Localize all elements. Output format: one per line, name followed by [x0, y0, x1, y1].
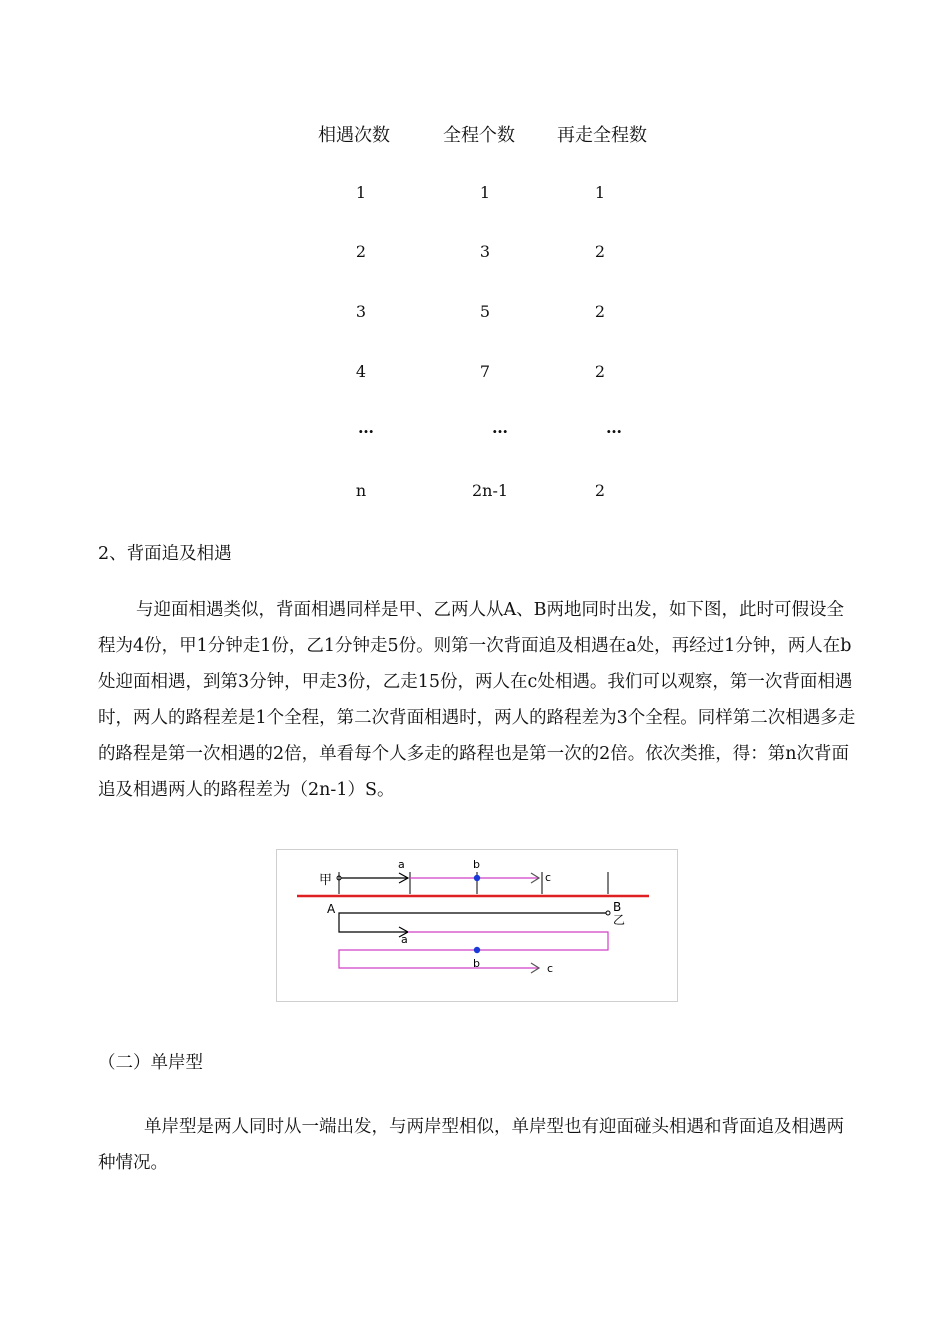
- table-cell: 5: [479, 302, 491, 321]
- table-cell: 2: [594, 242, 606, 261]
- table-cell: 2: [594, 481, 606, 500]
- label-c-top: c: [545, 871, 552, 884]
- table-cell: 7: [479, 362, 491, 381]
- table-cell: 2: [355, 242, 367, 261]
- table-cell: …: [606, 418, 622, 437]
- section-paragraph: 与迎面相遇类似，背面相遇同样是甲、乙两人从A、B两地同时出发，如下图，此时可假设全程为4份，甲1分钟走1份，乙1分钟走5份。则第一次背面追及相遇在a处，再经过1分钟，两人在b处迎面相遇，到第3分钟，甲走3份，乙走15份，两人在c处相遇。我们可以观察，第一次背面相遇时，两人的路程差是1个全程，第二次背面相遇时，两人的路程差为3个全程。同样第二次相遇多走的路程是第一次相遇的2倍，单看每个人多走的路程也是第一次的2倍。依次类推，得：第n次背面追及相遇两人的路程差为（2n-1）S。: [98, 600, 856, 800]
- label-c-bottom: c: [547, 962, 554, 975]
- label-b-top: b: [473, 858, 480, 871]
- table-header-meet-count: 相遇次数: [318, 125, 390, 146]
- section-heading: （二）单岸型: [98, 1053, 203, 1073]
- table-cell: 1: [355, 183, 367, 202]
- table-header-total-trips: 全程个数: [443, 125, 515, 146]
- table-cell: …: [358, 418, 374, 437]
- label-a-top: a: [398, 858, 405, 871]
- label-A: A: [327, 902, 336, 916]
- start-point-yi: [606, 911, 610, 915]
- table-cell: 1: [479, 183, 491, 202]
- table-cell: 3: [355, 302, 367, 321]
- table-header-extra-trips: 再走全程数: [557, 125, 647, 146]
- table-cell: 2: [594, 302, 606, 321]
- label-B: B: [613, 900, 622, 914]
- meet-point-b-bottom: [474, 947, 480, 953]
- table-cell: 3: [479, 242, 491, 261]
- table-cell: 4: [355, 362, 367, 381]
- table-cell: 2n-1: [471, 481, 509, 500]
- meet-point-b-top: [474, 875, 480, 881]
- label-yi: 乙: [613, 913, 626, 927]
- section-paragraph: 单岸型是两人同时从一端出发，与两岸型相似，单岸型也有迎面碰头相遇和背面追及相遇两种情况。: [98, 1117, 844, 1173]
- pursuit-diagram: [276, 849, 678, 1002]
- table-cell: 1: [594, 183, 606, 202]
- table-cell: n: [355, 481, 367, 500]
- label-a-bottom: a: [401, 933, 408, 946]
- table-cell: …: [492, 418, 508, 437]
- label-jia: 甲: [319, 873, 333, 888]
- section-heading: 2、背面追及相遇: [98, 544, 232, 564]
- label-b-bottom: b: [473, 957, 480, 970]
- table-cell: 2: [594, 362, 606, 381]
- path-jia-bottom: [339, 913, 606, 932]
